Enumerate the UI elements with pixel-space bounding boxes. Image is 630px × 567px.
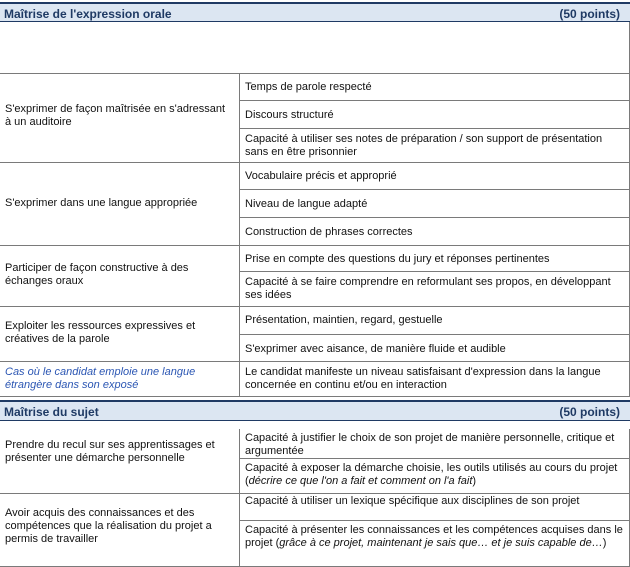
competence-label: Participer de façon constructive à des échanges oraux [5,262,189,287]
competence-label: Prendre du recul sur ses apprentissages et présenter une démarche personnelle [5,439,215,464]
criterion-cell [240,429,630,459]
competence-label: S'exprimer de façon maîtrisée en s'adressant à un auditoire [5,103,226,128]
competence-label-foreign-language: Cas où le candidat emploie une langue étrangère dans son exposé [5,366,196,391]
competence-cell [0,429,240,494]
criterion-cell [240,335,630,362]
criterion-text: Niveau de langue adapté [245,198,368,210]
criterion-text: Construction de phrases correctes [245,226,413,238]
criterion-cell [240,190,630,218]
criterion-cell [240,362,630,397]
competence-label: S'exprimer dans une langue appropriée [5,197,198,209]
competence-cell [0,362,240,397]
criterion-text-main: Capacité à exposer la démarche choisie, les outils utilisés au cours du projet ( [245,462,618,487]
section-points: (50 points) [559,405,620,419]
criterion-cell [240,129,630,163]
competence-cell [0,163,240,246]
criterion-text-italic: grâce à ce projet, maintenant je sais que… et je suis capable de… [279,537,603,549]
section-title: Maîtrise du sujet [4,405,99,419]
competence-label: Avoir acquis des connaissances et des compétences que la réalisation du projet a permis de travailler [5,507,212,545]
section-header-subject [0,400,630,421]
criterion-text: Le candidat manifeste un niveau satisfaisant d'expression dans la langue concernée en continu et/ou en interaction [245,366,601,391]
section-header-oral [0,2,630,22]
competence-cell [0,307,240,362]
blank-row [0,22,630,74]
competence-cell [0,246,240,307]
criterion-cell [240,74,630,101]
criterion-text: Capacité à utiliser ses notes de préparation / son support de présentation sans en être prisonnier [245,133,603,158]
criterion-cell [240,272,630,307]
criterion-cell [240,459,630,494]
criterion-cell [240,101,630,129]
criterion-text: Capacité à se faire comprendre en reformulant ses propos, en développant ses idées [245,276,611,301]
criterion-cell [240,307,630,335]
criterion-cell [240,494,630,521]
criterion-text: Temps de parole respecté [245,81,372,93]
criterion-text: Capacité à justifier le choix de son projet de manière personnelle, critique et argumentée [245,432,615,457]
section-points: (50 points) [559,7,620,21]
criterion-text [245,524,625,550]
criterion-cell [240,163,630,190]
criterion-text-tail: ) [602,537,607,549]
competence-cell [0,494,240,567]
criterion-text-tail: ) [472,475,477,487]
section-title: Maîtrise de l'expression orale [4,7,172,21]
criterion-cell [240,521,630,567]
criterion-text-main: Capacité à présenter les connaissances et les compétences acquises dans le projet ( [245,524,623,549]
criterion-text [245,462,625,488]
criterion-text: Prise en compte des questions du jury et réponses pertinentes [245,253,550,265]
criterion-text: Présentation, maintien, regard, gestuelle [245,314,443,326]
criterion-text: Vocabulaire précis et approprié [245,170,397,182]
criterion-text: Discours structuré [245,109,334,121]
criterion-text-italic: décrire ce que l'on a fait et comment on l'a fait [248,475,473,487]
criterion-cell [240,246,630,272]
criterion-cell [240,218,630,246]
criterion-text: S'exprimer avec aisance, de manière fluide et audible [245,343,506,355]
competence-cell [0,74,240,163]
criterion-text: Capacité à utiliser un lexique spécifique aux disciplines de son projet [245,495,580,507]
competence-label: Exploiter les ressources expressives et créatives de la parole [5,320,196,345]
